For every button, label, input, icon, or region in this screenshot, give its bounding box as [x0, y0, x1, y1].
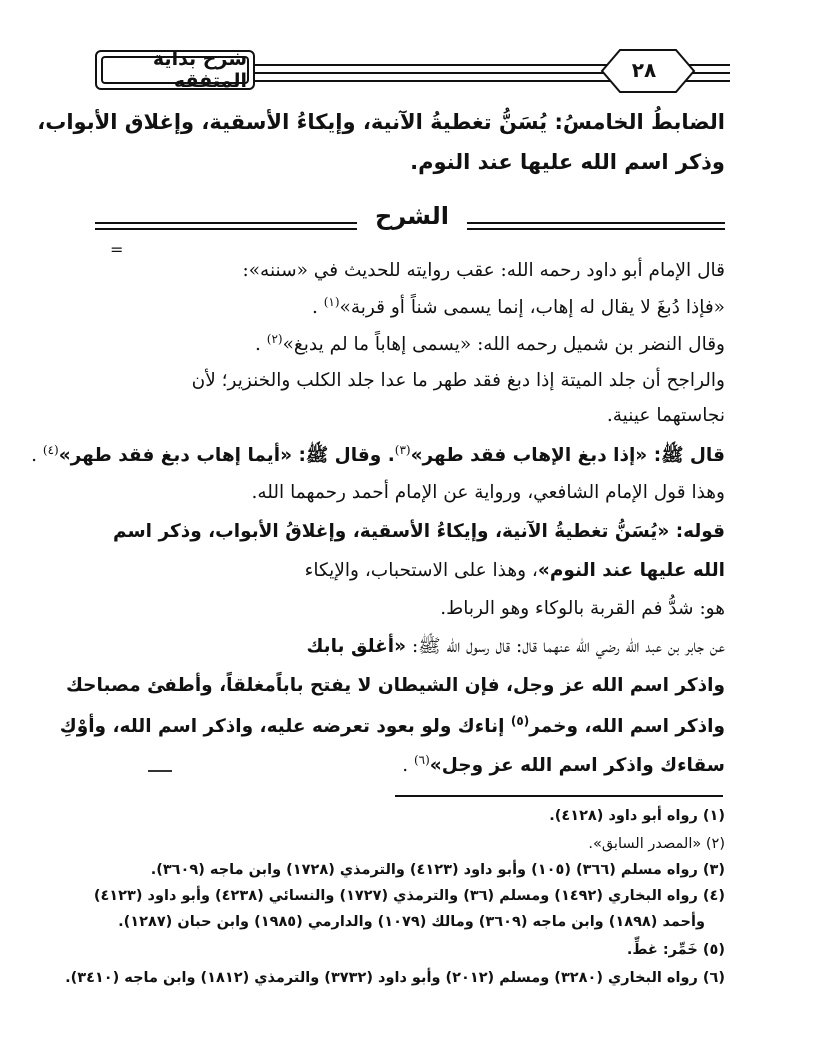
- footnote-separator: [395, 795, 723, 797]
- footnote-ref: (٤): [42, 443, 59, 457]
- body-line: قال الإمام أبو داود رحمه الله: عقب روايته للحديث في «سننه»:: [242, 260, 725, 281]
- footnote-ref: (١): [323, 295, 340, 309]
- stray-mark: [148, 770, 172, 772]
- footnote-ref: (٣): [394, 443, 411, 457]
- section-rule-right: [467, 228, 725, 230]
- book-title-frame: [95, 50, 255, 90]
- section-rule-right: [467, 222, 725, 224]
- body-line: والراجح أن جلد الميتة إذا دبغ فقد طهر ما عدا جلد الكلب والخنزير؛ لأن: [191, 370, 725, 391]
- section-rule-left: [95, 222, 357, 224]
- body-line: عن جابر بن عبد الله رضي الله عنهما قال: قال رسول الله ﷺ: «أغلق بابك: [306, 636, 725, 657]
- page-number: ٢٨: [631, 58, 657, 82]
- body-line: وقال النضر بن شميل رحمه الله: «يسمى إهاباً ما لم يدبغ»$^{(٢)}$ .: [255, 332, 725, 356]
- book-title: شرح بداية المتفقه: [152, 48, 247, 92]
- body-line: قوله: «يُسَنُّ تغطيةُ الآنية، وإيكاءُ الأسقية، وإغلاقُ الأبواب، وذكر اسم: [112, 521, 725, 542]
- intro-line-1: الضابطُ الخامسُ: يُسَنُّ تغطيةُ الآنية، وإيكاءُ الأسقية، وإغلاق الأبواب،: [37, 110, 725, 134]
- body-line: واذكر اسم الله، وخمر$^{(٥)}$ إناءك ولو بعود تعرضه عليه، واذكر اسم الله، وأوْكِ: [59, 714, 725, 738]
- body-line: نجاستهما عينية.: [606, 405, 725, 426]
- continuation-mark: =: [110, 240, 124, 259]
- body-line: «فإذا دُبغَ لا يقال له إهاب، إنما يسمى شناً أو قربة»$^{(١)}$ .: [311, 295, 725, 319]
- intro-line-2: وذكر اسم الله عليها عند النوم.: [410, 150, 725, 174]
- body-line: وهذا قول الإمام الشافعي، ورواية عن الإمام أحمد رحمهما الله.: [251, 482, 725, 503]
- section-rule-left: [95, 228, 357, 230]
- footnote: (٢) «المصدر السابق».: [588, 836, 725, 852]
- footnote: (٥) خَمِّر: غطِّ.: [626, 942, 725, 958]
- footnote: وأحمد (١٨٩٨) وابن ماجه (٣٦٠٩) ومالك (١٠٧٩) والدارمي (١٩٨٥) وابن حبان (١٢٨٧).: [118, 914, 705, 930]
- body-line: سقاءك واذكر اسم الله عز وجل»$^{(٦)}$ .: [402, 753, 725, 777]
- section-title: الشرح: [375, 202, 449, 230]
- footnote-ref: (٢): [266, 332, 283, 346]
- body-line: واذكر اسم الله عز وجل، فإن الشيطان لا يفتح باباًمغلقاً، وأطفئ مصباحك: [65, 675, 725, 696]
- footnote: (١) رواه أبو داود (٤١٢٨).: [549, 808, 725, 824]
- footnote: (٦) رواه البخاري (٣٢٨٠) ومسلم (٢٠١٢) وأبو داود (٣٧٣٢) والترمذي (١٨١٢) وابن ماجه (٣٤١٠).: [65, 970, 725, 986]
- footnote: (٣) رواه مسلم (٣٦٦) (١٠٥) وأبو داود (٤١٢٣) والترمذي (١٧٢٨) وابن ماجه (٣٦٠٩).: [150, 862, 725, 878]
- footnote-ref: (٥): [510, 714, 530, 728]
- body-line: قال ﷺ: «إذا دبغ الإهاب فقد طهر»$^{(٣)}$. وقال ﷺ: «أيما إهاب دبغ فقد طهر»$^{(٤)}$ .: [31, 443, 725, 467]
- body-line: هو: شدُّ فم القربة بالوكاء وهو الرباط.: [440, 598, 725, 619]
- footnote: (٤) رواه البخاري (١٤٩٢) ومسلم (٣٦) والترمذي (١٧٢٧) والنسائي (٤٢٣٨) وأبو داود (٤١٢٣): [93, 888, 725, 904]
- body-line: الله عليها عند النوم»، وهذا على الاستحباب، والإيكاء: [304, 560, 725, 581]
- section-heading: [0, 200, 830, 240]
- footnote-ref: (٦): [413, 753, 430, 767]
